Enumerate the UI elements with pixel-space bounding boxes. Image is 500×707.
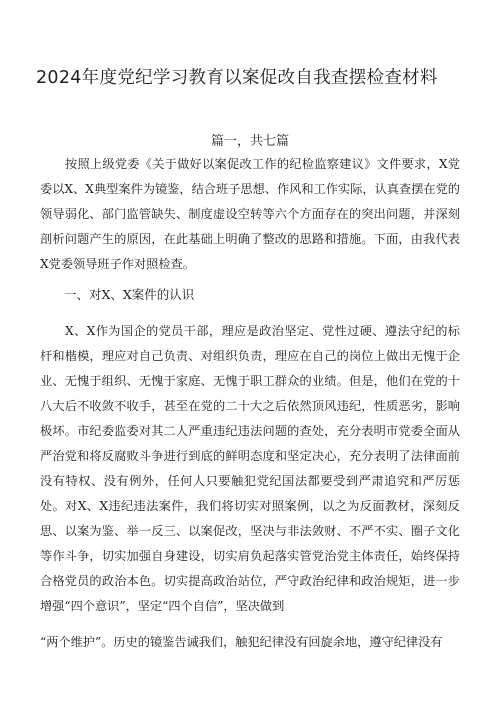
paragraph-continuation: “两个维护”。历史的镜鉴告诫我们，触犯纪律没有回旋余地，遵守纪律没有 (40, 635, 443, 649)
paragraph-intro: 按照上级党委《关于做好以案促改工作的纪检监察建议》文件要求，X党委以X、X典型案件为镜鉴，结合班子思想、作风和工作实际，认真查摆在党的领导弱化、部门监管缺失、制度虚设空转等六个方面存在的突出问题，并深刻剖析问题产生的原因，在此基础上明确了整改的思路和措施。下面，由我代表X党委领导班子作对照检查。 (40, 157, 460, 271)
paragraph-case-understanding: X、X作为国企的党员干部，理应是政治坚定、党性过硬、遵法守纪的标杆和楷模，理应对自己负责、对组织负责，理应在自己的岗位上做出无愧于企业、无愧于组织、无愧于家庭、无愧于职工群众的业绩。但是，他们在党的十八大后不收敛不收手，甚至在党的二十大之后依然顶风违纪，性质恶劣，影响极坏。市纪委监委对其二人严重违纪违法问题的查处，充分表明市党委全面从严治党和将反腐败斗争进行到底的鲜明态度和坚定决心，充分表明了法律面前没有特权、没有例外，任何人只要触犯党纪国法都要受到严肃追究和严厉惩处。对X、X违纪违法案件，我们将切实对照案例，以之为反面教材，深刻反思、以案为鉴、举一反三、以案促改，坚决与非法敛财、不严不实、圈子文化等作斗争，切实加强自身建设，切实肩负起落实管党治党主体责任，始终保持合格党员的政治本色。切实提高政治站位，严守政治纪律和政治规矩，进一步增强“四个意识”，坚定“四个自信”，坚决做到 (40, 324, 460, 613)
document-title: 2024年度党纪学习教育以案促改自我查摆检查材料 (36, 68, 438, 88)
section-heading-1: 一、对X、X案件的认识 (64, 287, 195, 302)
document-subtitle: 篇一，共七篇 (210, 134, 289, 149)
